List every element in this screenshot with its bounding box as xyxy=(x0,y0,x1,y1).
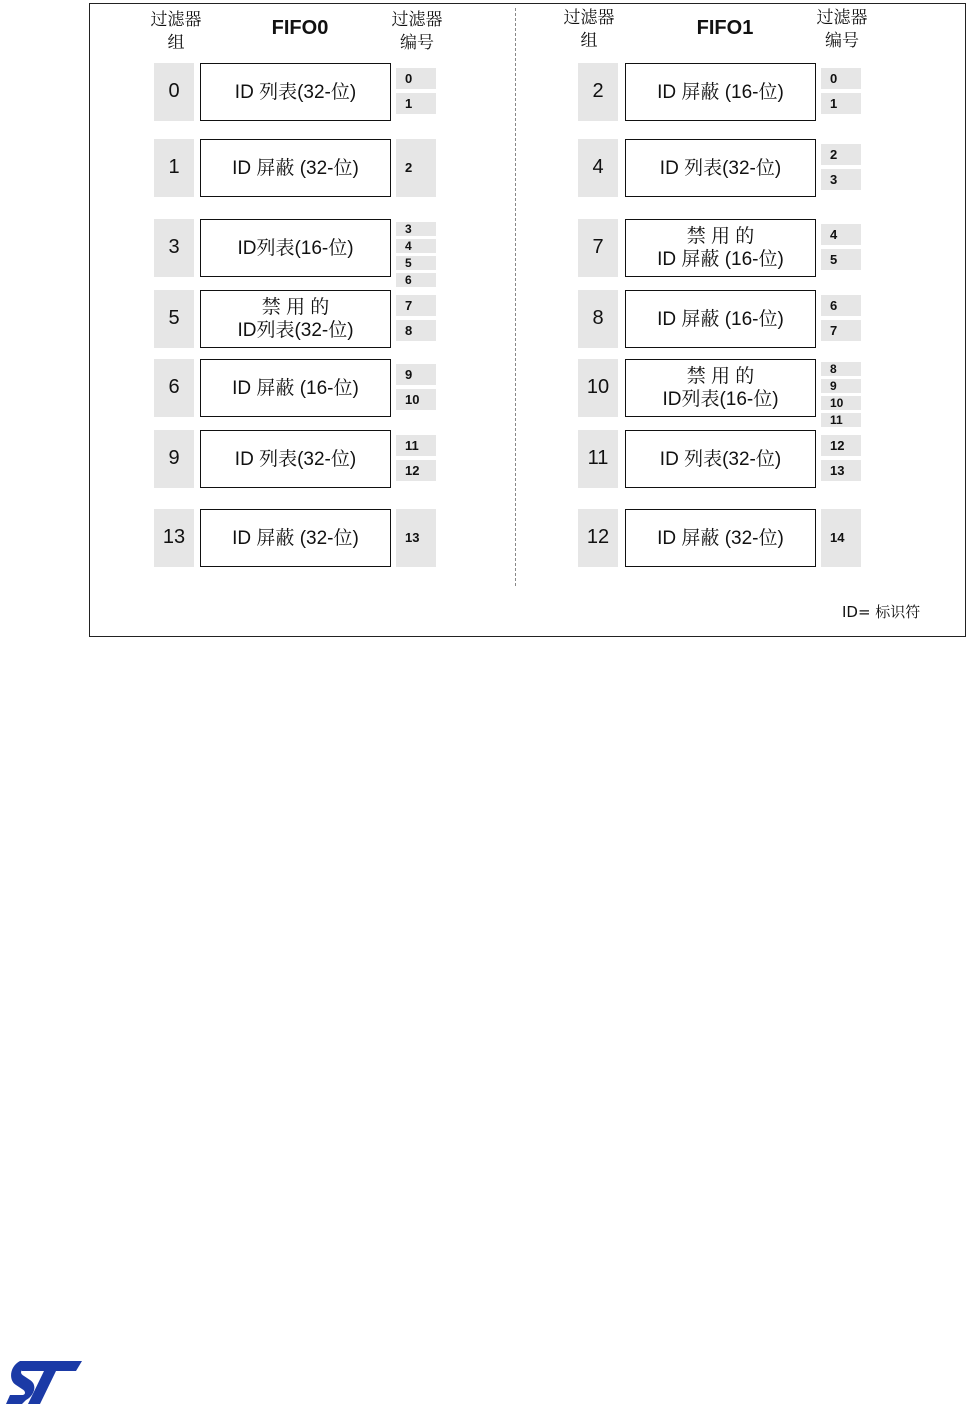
filter-group-number: 12 xyxy=(578,509,618,567)
filter-number: 1 xyxy=(821,93,861,114)
left-group-header-text: 过滤器 组 xyxy=(150,10,202,53)
filter-number: 0 xyxy=(821,68,861,89)
filter-number: 10 xyxy=(396,389,436,410)
filter-group-number: 5 xyxy=(154,290,194,348)
filter-number: 9 xyxy=(396,364,436,385)
filter-mode-box xyxy=(200,359,391,417)
filter-number: 0 xyxy=(396,68,436,89)
filter-group-number: 7 xyxy=(578,219,618,277)
filter-number: 12 xyxy=(396,460,436,481)
filter-number-column xyxy=(396,222,436,287)
fifo0-title: FIFO0 xyxy=(271,17,329,39)
filter-number: 11 xyxy=(396,435,436,456)
left-number-header xyxy=(386,9,448,55)
filter-group-number: 3 xyxy=(154,219,194,277)
filter-mode-box xyxy=(200,139,391,197)
filter-number-column xyxy=(396,509,436,567)
filter-mode-box xyxy=(200,63,391,121)
right-number-header xyxy=(811,7,873,53)
left-number-header-text: 过滤器 编号 xyxy=(391,10,443,53)
filter-group-number: 0 xyxy=(154,63,194,121)
right-group-header-text: 过滤器 组 xyxy=(563,8,615,51)
filter-mode-box xyxy=(625,290,816,348)
filter-number: 12 xyxy=(821,435,861,456)
filter-number: 9 xyxy=(821,379,861,393)
filter-number-column xyxy=(821,144,861,190)
filter-number: 7 xyxy=(821,320,861,341)
filter-number-column xyxy=(821,435,861,481)
filter-number: 13 xyxy=(396,509,436,567)
filter-mode-label: ID 列表(32-位) xyxy=(234,81,357,103)
filter-mode-box xyxy=(200,290,391,348)
filter-mode-label: ID 屏蔽 (32-位) xyxy=(232,157,359,179)
filter-mode-box xyxy=(625,219,816,277)
filter-number-column xyxy=(821,295,861,341)
filter-mode-label: 禁 用 的 xyxy=(261,297,330,318)
filter-mode-label: ID列表(16-位) xyxy=(237,237,354,259)
filter-number: 2 xyxy=(821,144,861,165)
legend-id: ID= 标识符 xyxy=(842,603,921,621)
filter-number: 2 xyxy=(396,139,436,197)
filter-group-number: 2 xyxy=(578,63,618,121)
filter-mode-label: ID 屏蔽 (16-位) xyxy=(657,308,784,330)
filter-mode-label: ID 屏蔽 (32-位) xyxy=(232,527,359,549)
filter-mode-label: ID 屏蔽 (32-位) xyxy=(657,527,784,549)
filter-mode-label: 禁 用 的 xyxy=(686,226,755,247)
filter-mode-box xyxy=(625,63,816,121)
filter-number-column xyxy=(821,509,861,567)
filter-number: 4 xyxy=(396,239,436,253)
filter-mode-box xyxy=(200,509,391,567)
filter-mode-label: 禁 用 的 xyxy=(686,366,755,387)
filter-number: 13 xyxy=(821,460,861,481)
fifo-divider xyxy=(515,8,516,586)
filter-mode-box xyxy=(625,139,816,197)
left-group-header xyxy=(146,9,206,55)
filter-number-column xyxy=(821,362,861,427)
filter-number: 11 xyxy=(821,413,861,427)
filter-mode-box xyxy=(625,359,816,417)
filter-group-number: 9 xyxy=(154,430,194,488)
filter-number: 6 xyxy=(821,295,861,316)
filter-number-column xyxy=(396,435,436,481)
filter-number-column xyxy=(396,295,436,341)
st-logo xyxy=(4,1358,84,1406)
filter-mode-label: ID列表(16-位) xyxy=(662,389,779,410)
right-number-header-text: 过滤器 编号 xyxy=(816,8,868,51)
filter-number: 5 xyxy=(396,256,436,270)
filter-mode-label: ID 屏蔽 (16-位) xyxy=(657,81,784,103)
filter-group-number: 4 xyxy=(578,139,618,197)
filter-group-number: 11 xyxy=(578,430,618,488)
filter-number-column xyxy=(396,68,436,114)
filter-number: 10 xyxy=(821,396,861,410)
filter-number: 8 xyxy=(821,362,861,376)
filter-number: 5 xyxy=(821,249,861,270)
filter-group-number: 10 xyxy=(578,359,618,417)
filter-number: 7 xyxy=(396,295,436,316)
filter-mode-label: ID 屏蔽 (16-位) xyxy=(232,377,359,399)
filter-group-number: 1 xyxy=(154,139,194,197)
filter-number: 14 xyxy=(821,509,861,567)
filter-number: 3 xyxy=(821,169,861,190)
filter-mode-label: ID 屏蔽 (16-位) xyxy=(657,249,784,270)
filter-number: 3 xyxy=(396,222,436,236)
filter-group-number: 8 xyxy=(578,290,618,348)
filter-group-number: 13 xyxy=(154,509,194,567)
filter-number-column xyxy=(396,364,436,410)
filter-number: 6 xyxy=(396,273,436,287)
filter-number: 4 xyxy=(821,224,861,245)
right-group-header xyxy=(558,7,620,53)
filter-number-column xyxy=(821,68,861,114)
filter-number-column xyxy=(396,139,436,197)
filter-mode-label: ID 列表(32-位) xyxy=(659,157,782,179)
filter-mode-label: ID 列表(32-位) xyxy=(234,448,357,470)
filter-number: 1 xyxy=(396,93,436,114)
filter-mode-box xyxy=(200,219,391,277)
filter-mode-box xyxy=(625,430,816,488)
filter-mode-label: ID列表(32-位) xyxy=(237,320,354,341)
filter-number: 8 xyxy=(396,320,436,341)
filter-group-number: 6 xyxy=(154,359,194,417)
filter-mode-label: ID 列表(32-位) xyxy=(659,448,782,470)
filter-number-column xyxy=(821,224,861,270)
filter-mode-box xyxy=(625,509,816,567)
fifo1-title: FIFO1 xyxy=(696,17,754,39)
filter-mode-box xyxy=(200,430,391,488)
